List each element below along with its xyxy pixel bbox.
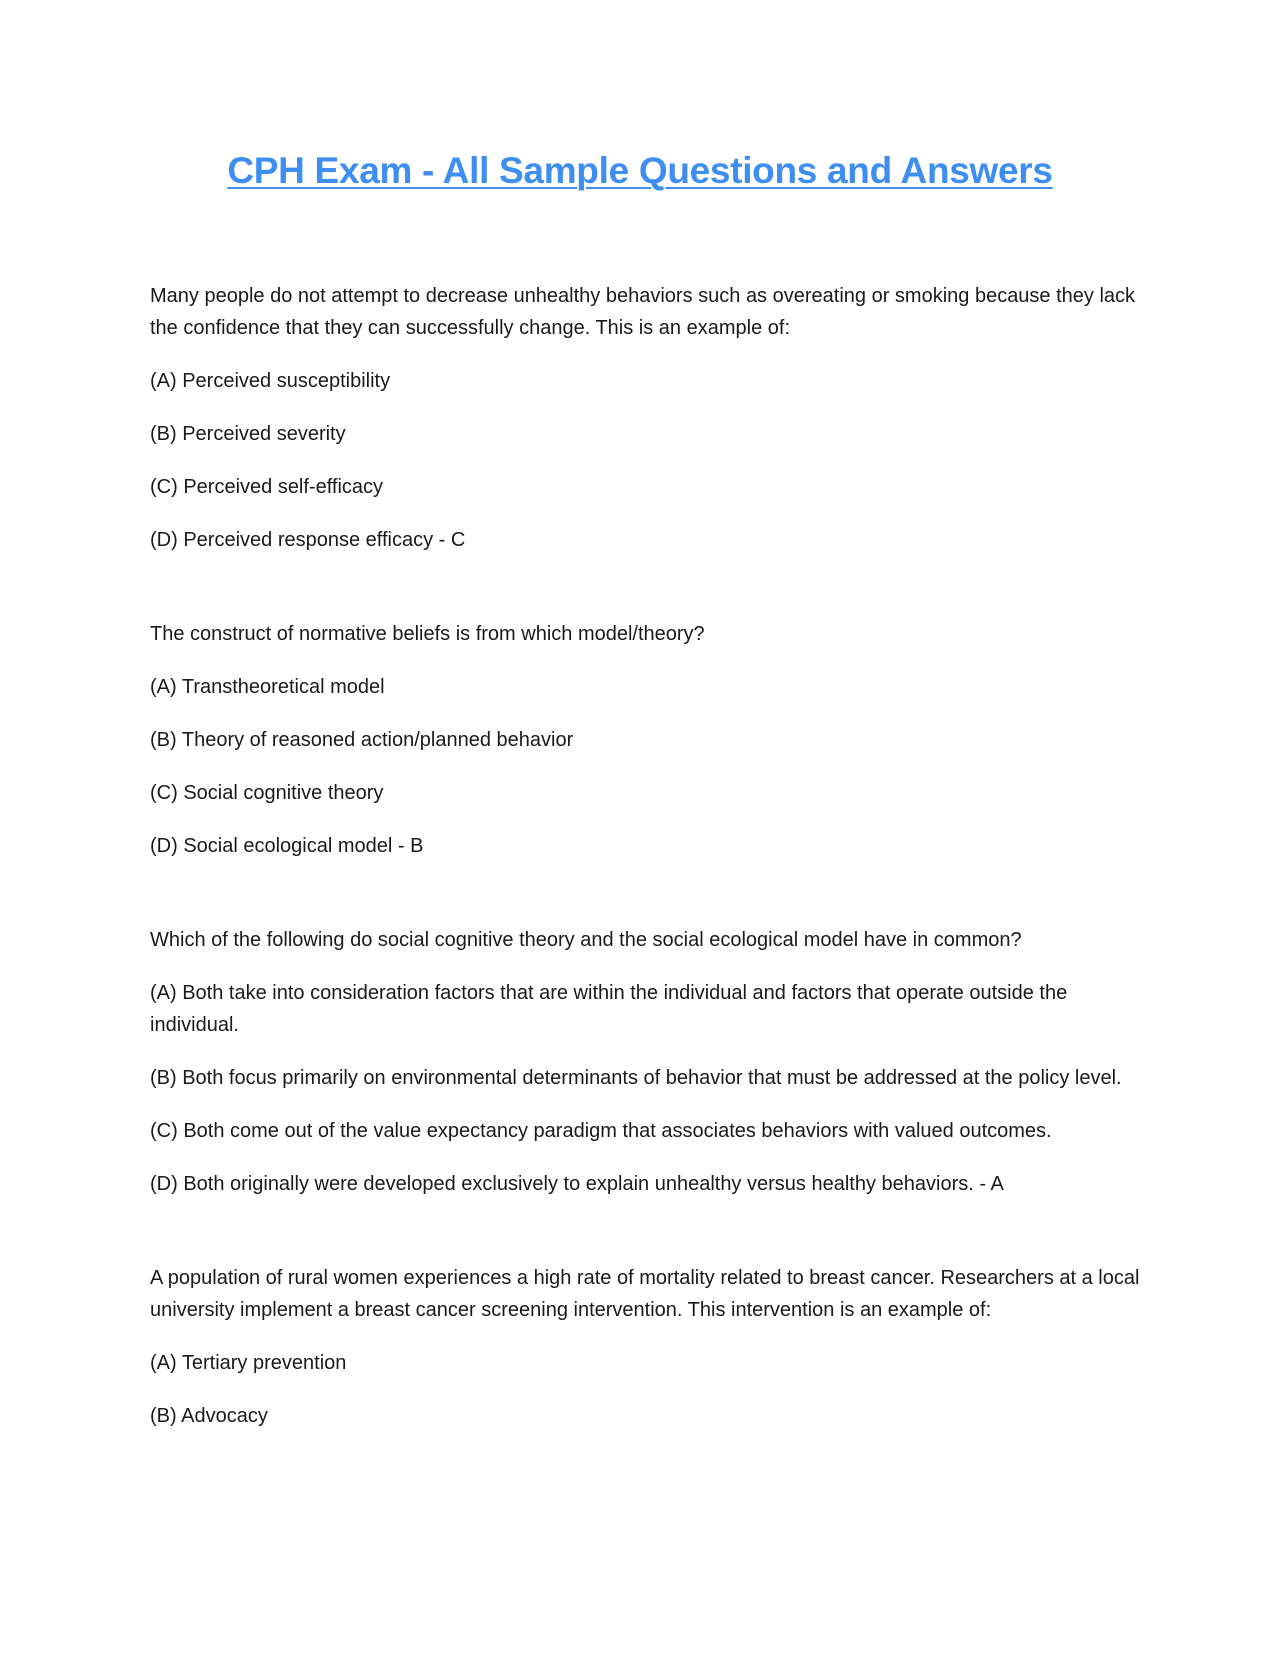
answer-option: (A) Tertiary prevention [150,1352,347,1374]
answer-option: (B) Advocacy [150,1405,268,1427]
question-stem: The construct of normative beliefs is from which model/theory? [150,623,705,645]
answer-option: (B) Both focus primarily on environmental determinants of behavior that must be addressed at the policy level. [150,1067,1122,1089]
answer-option: (C) Social cognitive theory [150,782,384,804]
answer-option: (A) Perceived susceptibility [150,370,391,392]
answer-option: (D) Social ecological model - B [150,835,424,857]
answer-option: (A) Transtheoretical model [150,676,385,698]
document-title-link[interactable]: CPH Exam - All Sample Questions and Answers [227,150,1053,191]
title-container [0,150,1280,192]
question-stem: Many people do not attempt to decrease unhealthy behaviors such as overeating or smoking because they lack the confidence that they can successfully change. This is an example of: [150,285,1136,339]
question-stem: A population of rural women experiences a high rate of mortality related to breast cancer. Researchers at a local university implement a breast cancer screening intervention. This intervention is an example of: [150,1267,1140,1321]
answer-option: (D) Both originally were developed exclusively to explain unhealthy versus healthy behaviors. - A [150,1173,1004,1195]
question-stem: Which of the following do social cognitive theory and the social ecological model have in common? [150,929,1022,951]
answer-option: (B) Perceived severity [150,423,346,445]
answer-option: (D) Perceived response efficacy - C [150,529,466,551]
answer-option: (A) Both take into consideration factors that are within the individual and factors that operate outside the individual. [150,982,1068,1036]
document-body [150,280,1150,1432]
answer-option: (C) Both come out of the value expectancy paradigm that associates behaviors with valued outcomes. [150,1120,1052,1142]
question-3 [150,924,1150,1200]
answer-option: (C) Perceived self-efficacy [150,476,384,498]
answer-option: (B) Theory of reasoned action/planned behavior [150,729,574,751]
question-2 [150,618,1150,862]
question-4 [150,1262,1150,1432]
question-1 [150,280,1150,556]
